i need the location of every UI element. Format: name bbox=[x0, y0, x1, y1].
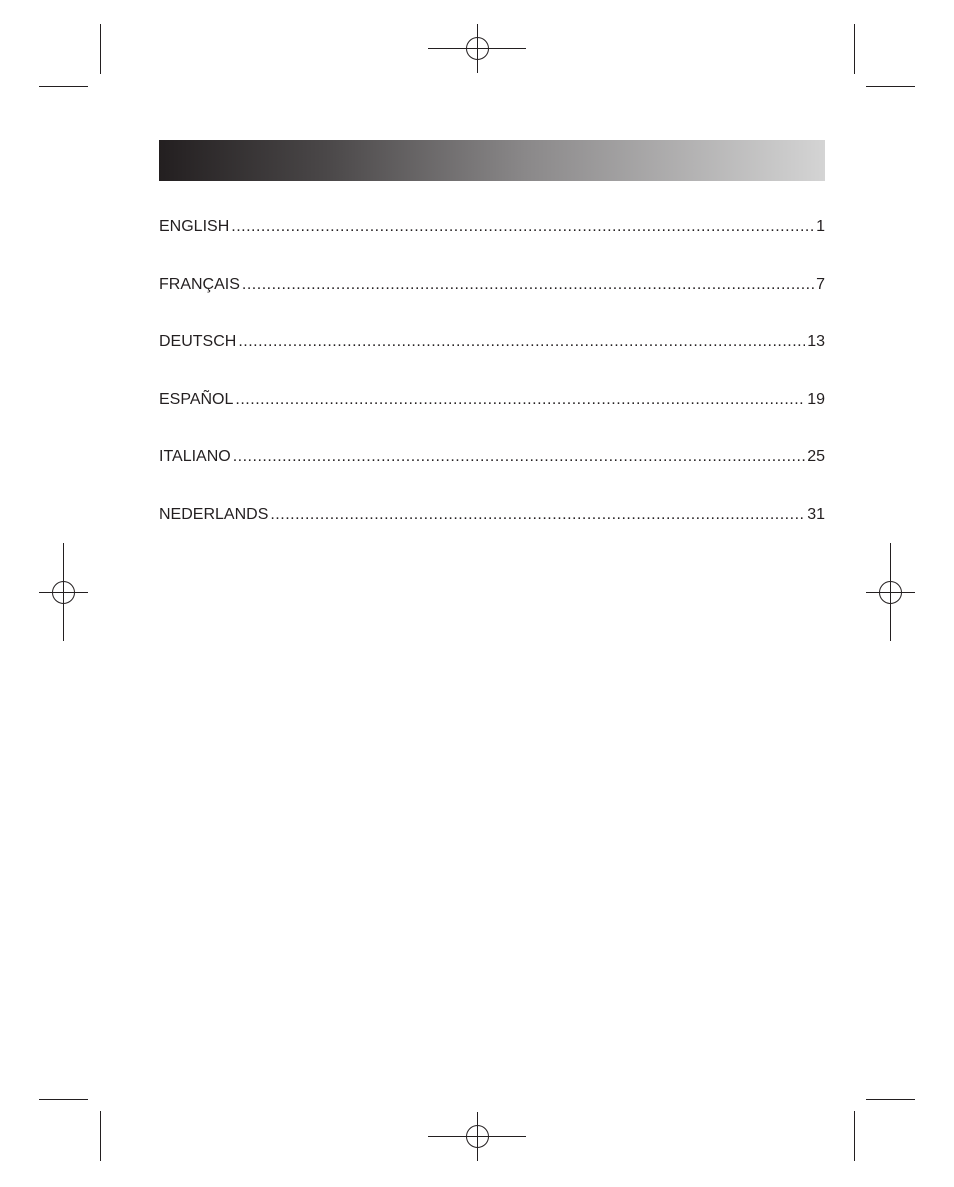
toc-entry-page: 31 bbox=[807, 505, 825, 523]
registration-mark-bottom bbox=[428, 1112, 526, 1161]
registration-mark-right bbox=[866, 543, 915, 641]
header-gradient-bar bbox=[159, 140, 825, 181]
toc-entry-italiano[interactable] bbox=[159, 447, 825, 467]
toc-entry-page: 25 bbox=[807, 448, 825, 466]
toc-entry-label: ENGLISH bbox=[159, 218, 230, 235]
toc-entry-page: 13 bbox=[807, 333, 825, 351]
toc-dot-leader bbox=[242, 275, 814, 295]
toc-entry-nederlands[interactable] bbox=[159, 505, 825, 525]
toc-entry-page: 19 bbox=[807, 390, 825, 408]
toc-dot-leader bbox=[235, 390, 805, 410]
toc-dot-leader bbox=[238, 332, 805, 352]
toc-entry-label: FRANÇAIS bbox=[159, 275, 240, 293]
toc-entry-label: ITALIANO bbox=[159, 448, 231, 466]
table-of-contents bbox=[159, 217, 825, 563]
toc-entry-page: 7 bbox=[816, 275, 825, 293]
registration-mark-left bbox=[39, 543, 88, 641]
toc-entry-label: ESPAÑOL bbox=[159, 390, 234, 408]
toc-entry-english[interactable] bbox=[159, 217, 825, 237]
toc-dot-leader bbox=[231, 217, 814, 237]
toc-entry-label: NEDERLANDS bbox=[159, 505, 269, 523]
toc-entry-label: DEUTSCH bbox=[159, 333, 237, 351]
toc-entry-deutsch[interactable] bbox=[159, 332, 825, 352]
toc-entry-espanol[interactable] bbox=[159, 390, 825, 410]
toc-dot-leader bbox=[233, 447, 805, 467]
registration-mark-top bbox=[428, 24, 526, 73]
toc-dot-leader bbox=[270, 505, 805, 525]
toc-entry-francais[interactable] bbox=[159, 275, 825, 295]
toc-entry-page: 1 bbox=[816, 218, 825, 235]
